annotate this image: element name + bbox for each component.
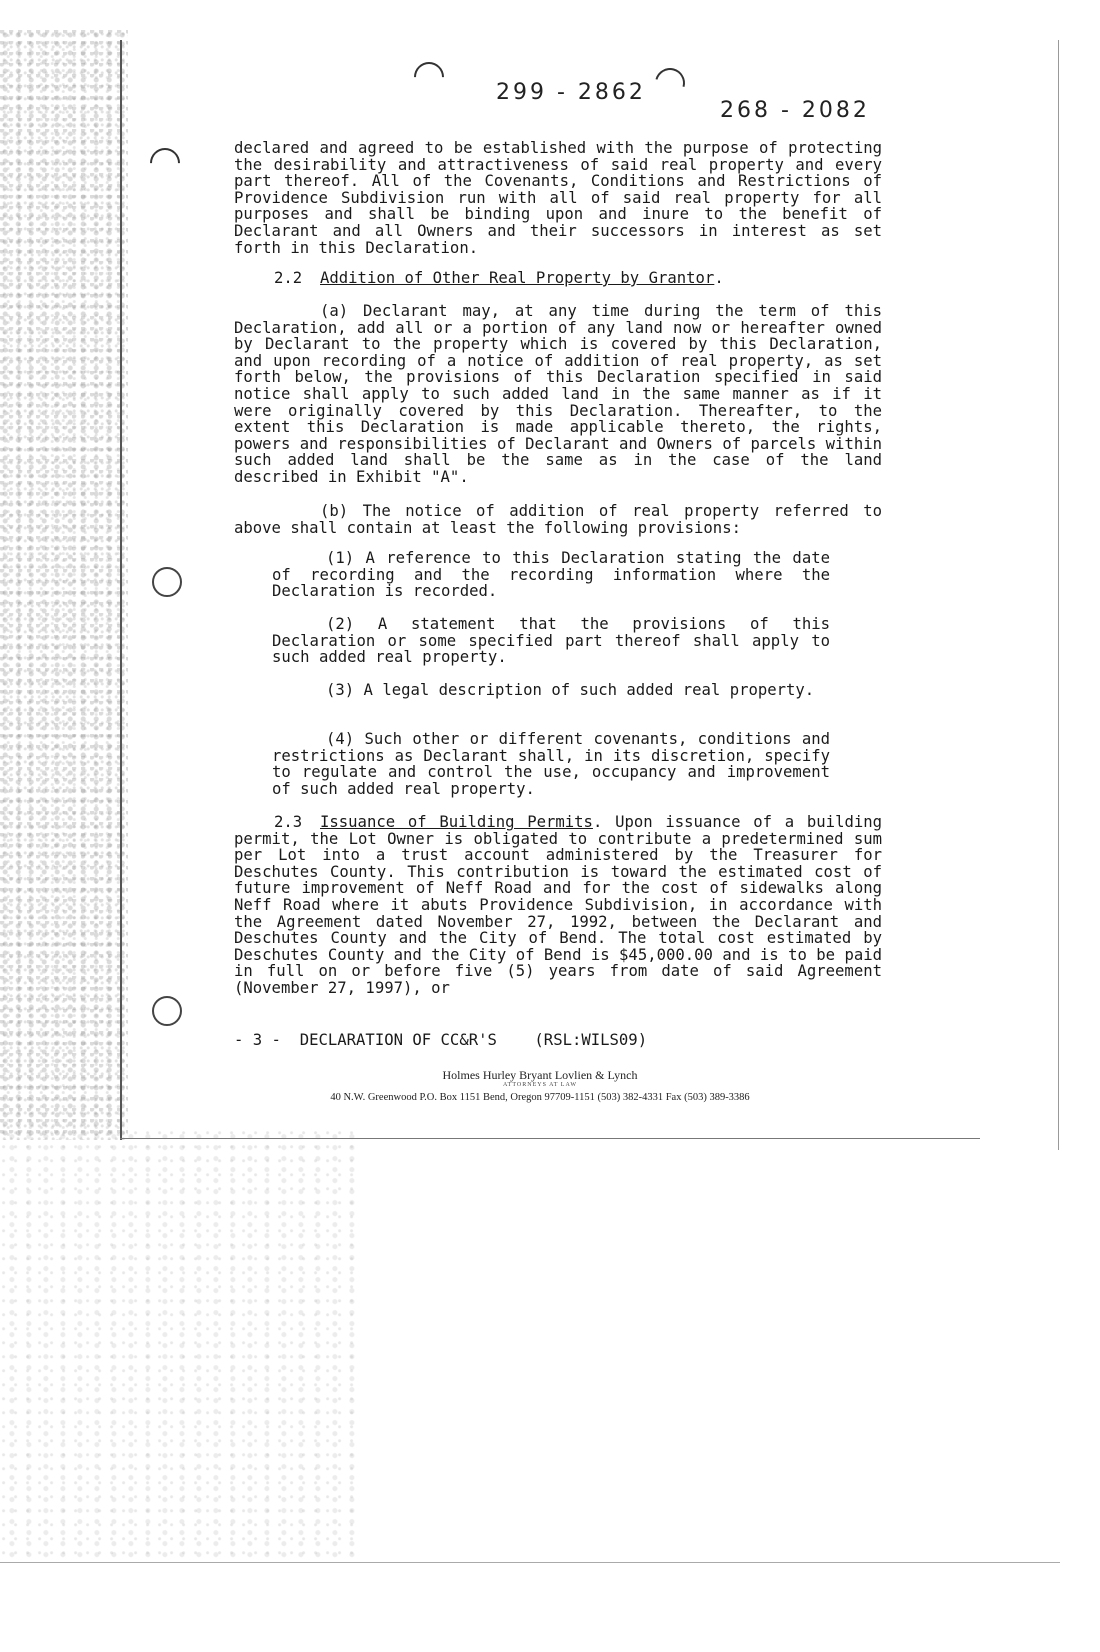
recording-number-right: 268 - 2082 xyxy=(720,98,870,123)
page-footer-caption: - 3 - DECLARATION OF CC&R'S (RSL:WILS09) xyxy=(234,1031,648,1049)
section-2-2-heading: 2.2 Addition of Other Real Property by Grantor. xyxy=(234,270,882,287)
paragraph-2-2-b: (b) The notice of addition of real property referred to above shall contain at least the following provisions: xyxy=(234,502,882,537)
paragraph-2-2-a: (a) Declarant may, at any time during the term of this Declaration, add all or a portion of any land now or hereafter owned by Declarant to the property which is covered by this Declaration, and upon recording of a notice of addition of real property, as set forth below, the provisions of this Declaration specified in said notice shall apply to such added land in the same manner as if it were originally covered by this Declaration. Thereafter, to the extent this Declaration is made applicable thereto, the rights, powers and responsibilities of Declarant and Owners of parcels within such added land shall be the same as in the case of the land described in Exhibit "A". xyxy=(234,302,882,486)
paragraph-2-3: 2.3 Issuance of Building Permits. Upon issuance of a building permit, the Lot Owner is obligated to contribute a predetermined sum per Lot into a trust account administered by the Treasurer for Deschutes County. This contribution is toward the estimated cost of future improvement of Neff Road and for the cost of sidewalks along Neff Road where it abuts Providence Subdivision, in accordance with the Agreement dated November 27, 1992, between the Declarant and Deschutes County and the City of Bend. The total cost estimated by Deschutes County and the City of Bend is $45,000.00 and is to be paid in full on or before five (5) years from date of said Agreement (November 27, 1997), or xyxy=(234,813,883,997)
punch-hole-mark xyxy=(152,996,182,1026)
scan-arc-mark xyxy=(408,56,450,98)
scan-edge-line-right xyxy=(1058,40,1059,1150)
law-firm-address: 40 N.W. Greenwood P.O. Box 1151 Bend, Oregon 97709-1151 (503) 382-4331 Fax (503) 389-3386 xyxy=(330,1092,750,1103)
scan-noise-bottom xyxy=(0,1130,360,1560)
section-number: 2.3 xyxy=(274,813,303,831)
scan-bottom-line-2 xyxy=(0,1562,1060,1563)
list-item-4: (4) Such other or different covenants, conditions and restrictions as Declarant shall, in its discretion, specify to regulate and control the use, occupancy and improvement of such added real property. xyxy=(272,730,830,798)
scan-arc-mark xyxy=(650,63,691,104)
law-firm-subtitle: ATTORNEYS AT LAW xyxy=(503,1082,577,1088)
list-item-1: (1) A reference to this Declaration stating the date of recording and the recording information where the Declaration is recorded. xyxy=(272,549,830,601)
scan-edge-line xyxy=(120,40,122,1140)
list-item-3: (3) A legal description of such added real property. xyxy=(326,681,815,699)
section-number: 2.2 xyxy=(274,269,303,287)
scan-bottom-line xyxy=(120,1138,980,1139)
scan-arc-mark xyxy=(144,142,186,184)
paragraph-intro: declared and agreed to be established with the purpose of protecting the desirability and attractiveness of said real property and every part thereof. All of the Covenants, Conditions and Restrictions of Providence Subdivision run with all of said real property for all purposes and shall be binding upon and inure to the benefit of Declarant and all Owners and their successors in interest as set forth in this Declaration. xyxy=(234,139,882,257)
recording-number-left: 299 - 2862 xyxy=(496,80,646,105)
section-title: Issuance of Building Permits xyxy=(320,813,593,831)
punch-hole-mark xyxy=(152,567,182,597)
section-title: Addition of Other Real Property by Grantor xyxy=(320,269,715,287)
section-body: Upon issuance of a building permit, the Lot Owner is obligated to contribute a predetermined sum per Lot into a trust account administered by the Treasurer for Deschutes County. This contribution is toward the estimated cost of future improvement of Neff Road and for the cost of sidewalks along Neff Road where it abuts Providence Subdivision, in accordance with the Agreement dated November 27, 1992, between the Declarant and Deschutes County and the City of Bend. The total cost estimated by Deschutes County and the City of Bend is $45,000.00 and is to be paid in full on or before five (5) years from date of said Agreement (November 27, 1997), or xyxy=(234,813,883,997)
law-firm-name: Holmes Hurley Bryant Lovlien & Lynch xyxy=(442,1068,638,1082)
list-item-2: (2) A statement that the provisions of this Declaration or some specified part thereof shall apply to such added real property. xyxy=(272,615,830,667)
scan-noise-left xyxy=(0,30,128,1140)
